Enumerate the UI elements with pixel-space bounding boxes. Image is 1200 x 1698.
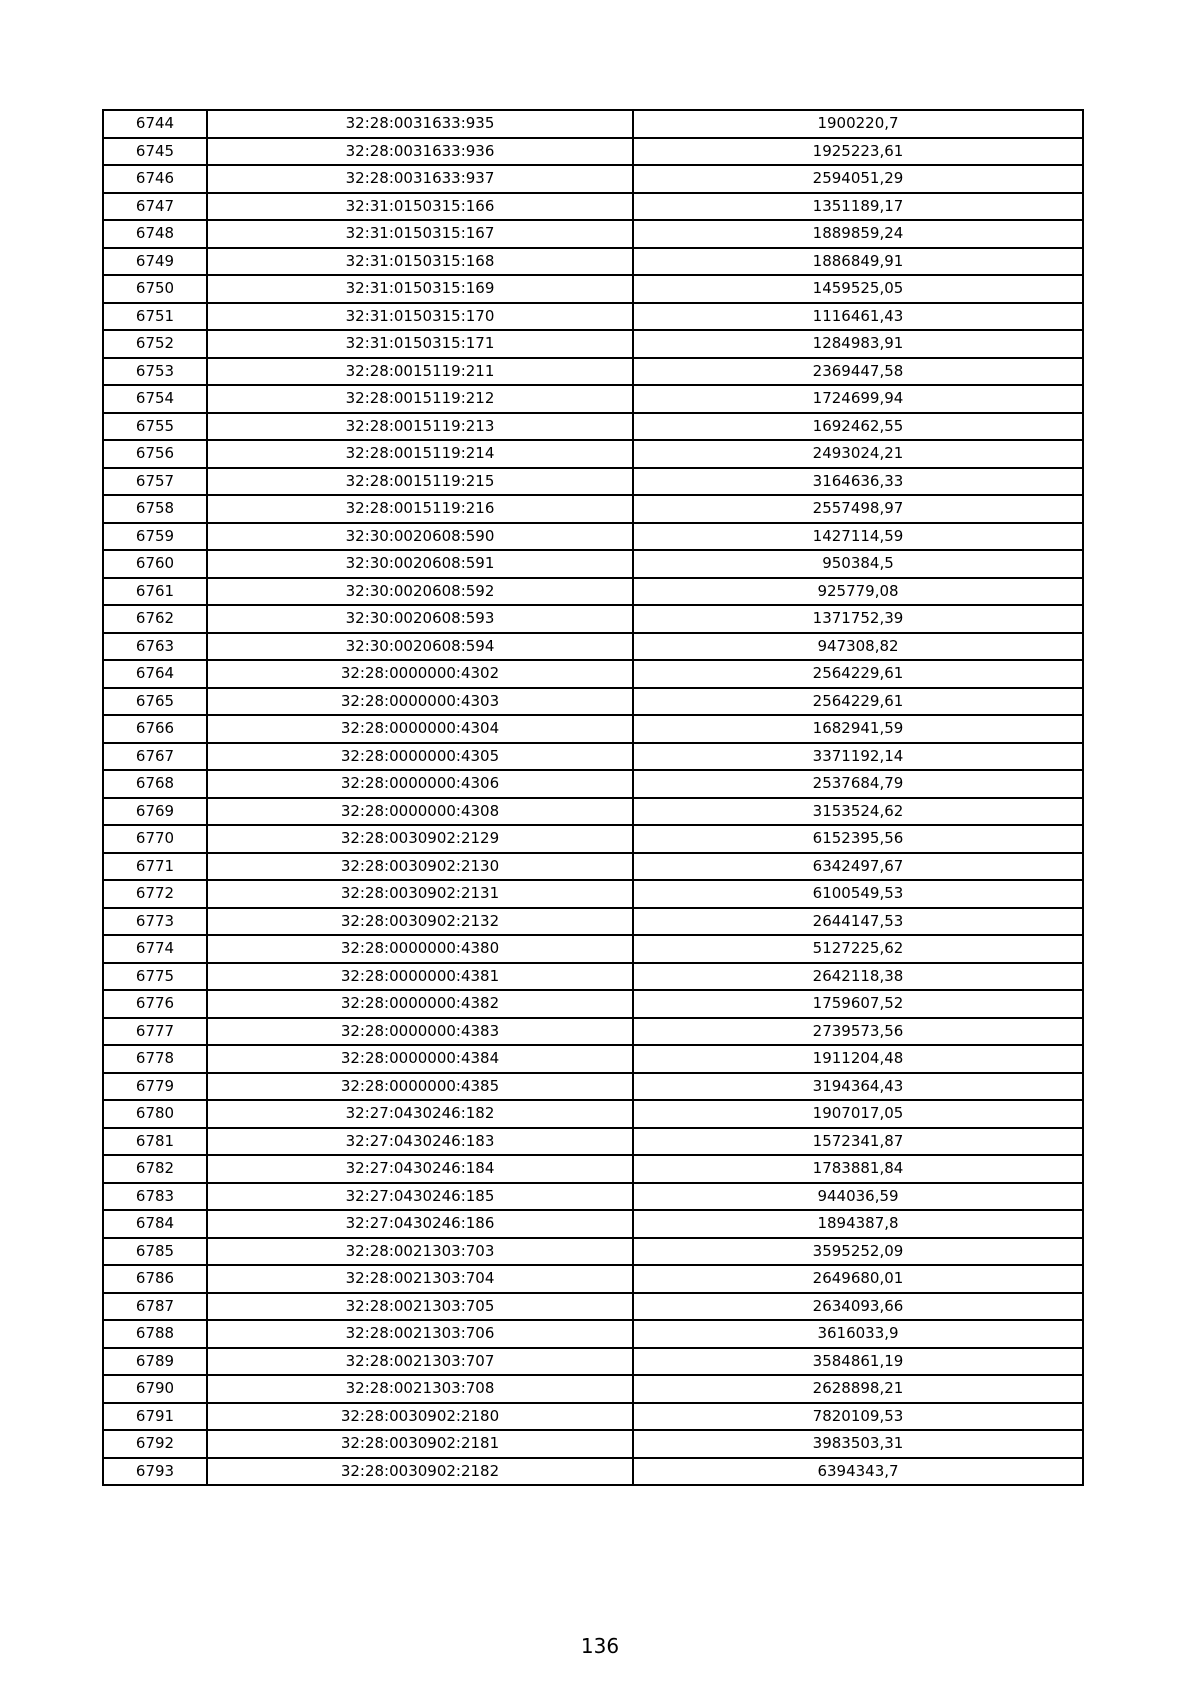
row-number-cell: 6770	[103, 825, 207, 853]
cadastral-number-cell: 32:30:0020608:594	[207, 633, 633, 661]
table-row	[103, 1403, 1083, 1431]
page-number: 136	[580, 1634, 620, 1658]
value-cell: 1889859,24	[633, 220, 1083, 248]
value-cell: 3153524,62	[633, 798, 1083, 826]
cadastral-number-cell: 32:31:0150315:168	[207, 248, 633, 276]
row-number-cell: 6767	[103, 743, 207, 771]
value-cell: 2537684,79	[633, 770, 1083, 798]
table-row	[103, 990, 1083, 1018]
row-number-cell: 6751	[103, 303, 207, 331]
cadastral-number-cell: 32:28:0021303:706	[207, 1320, 633, 1348]
cadastral-number-cell: 32:31:0150315:169	[207, 275, 633, 303]
value-cell: 2628898,21	[633, 1375, 1083, 1403]
row-number-cell: 6749	[103, 248, 207, 276]
table-row	[103, 880, 1083, 908]
cadastral-number-cell: 32:28:0030902:2180	[207, 1403, 633, 1431]
table-row	[103, 1430, 1083, 1458]
row-number-cell: 6752	[103, 330, 207, 358]
table-row	[103, 275, 1083, 303]
value-cell: 1886849,91	[633, 248, 1083, 276]
cadastral-number-cell: 32:30:0020608:593	[207, 605, 633, 633]
table-row	[103, 1458, 1083, 1486]
value-cell: 1427114,59	[633, 523, 1083, 551]
table-body	[103, 110, 1083, 1485]
table-row	[103, 220, 1083, 248]
cadastral-number-cell: 32:28:0030902:2131	[207, 880, 633, 908]
value-cell: 3616033,9	[633, 1320, 1083, 1348]
table-row	[103, 110, 1083, 138]
cadastral-number-cell: 32:28:0000000:4380	[207, 935, 633, 963]
row-number-cell: 6765	[103, 688, 207, 716]
value-cell: 2634093,66	[633, 1293, 1083, 1321]
row-number-cell: 6790	[103, 1375, 207, 1403]
value-cell: 3983503,31	[633, 1430, 1083, 1458]
row-number-cell: 6750	[103, 275, 207, 303]
row-number-cell: 6762	[103, 605, 207, 633]
table-row	[103, 963, 1083, 991]
cadastral-number-cell: 32:28:0015119:213	[207, 413, 633, 441]
value-cell: 950384,5	[633, 550, 1083, 578]
cadastral-number-cell: 32:27:0430246:186	[207, 1210, 633, 1238]
row-number-cell: 6784	[103, 1210, 207, 1238]
cadastral-number-cell: 32:27:0430246:185	[207, 1183, 633, 1211]
value-cell: 2644147,53	[633, 908, 1083, 936]
cadastral-number-cell: 32:28:0000000:4381	[207, 963, 633, 991]
value-cell: 1783881,84	[633, 1155, 1083, 1183]
cadastral-number-cell: 32:28:0015119:212	[207, 385, 633, 413]
cadastral-number-cell: 32:28:0000000:4384	[207, 1045, 633, 1073]
row-number-cell: 6776	[103, 990, 207, 1018]
table-row	[103, 330, 1083, 358]
row-number-cell: 6759	[103, 523, 207, 551]
row-number-cell: 6775	[103, 963, 207, 991]
table-row	[103, 1348, 1083, 1376]
cadastral-number-cell: 32:28:0030902:2182	[207, 1458, 633, 1486]
table-row	[103, 385, 1083, 413]
value-cell: 1911204,48	[633, 1045, 1083, 1073]
row-number-cell: 6760	[103, 550, 207, 578]
cadastral-number-cell: 32:28:0000000:4305	[207, 743, 633, 771]
value-cell: 7820109,53	[633, 1403, 1083, 1431]
value-cell: 2649680,01	[633, 1265, 1083, 1293]
cadastral-number-cell: 32:31:0150315:166	[207, 193, 633, 221]
value-cell: 3595252,09	[633, 1238, 1083, 1266]
table-row	[103, 1100, 1083, 1128]
cadastral-number-cell: 32:27:0430246:184	[207, 1155, 633, 1183]
table-row	[103, 935, 1083, 963]
cadastral-number-cell: 32:31:0150315:170	[207, 303, 633, 331]
value-cell: 1759607,52	[633, 990, 1083, 1018]
cadastral-number-cell: 32:30:0020608:592	[207, 578, 633, 606]
row-number-cell: 6783	[103, 1183, 207, 1211]
value-cell: 2642118,38	[633, 963, 1083, 991]
cadastral-number-cell: 32:28:0030902:2130	[207, 853, 633, 881]
value-cell: 2557498,97	[633, 495, 1083, 523]
value-cell: 2564229,61	[633, 688, 1083, 716]
table-row	[103, 1128, 1083, 1156]
table-row	[103, 138, 1083, 166]
row-number-cell: 6744	[103, 110, 207, 138]
table-row	[103, 825, 1083, 853]
row-number-cell: 6787	[103, 1293, 207, 1321]
value-cell: 1572341,87	[633, 1128, 1083, 1156]
value-cell: 2493024,21	[633, 440, 1083, 468]
cadastral-number-cell: 32:28:0000000:4308	[207, 798, 633, 826]
row-number-cell: 6785	[103, 1238, 207, 1266]
cadastral-number-cell: 32:28:0000000:4302	[207, 660, 633, 688]
cadastral-number-cell: 32:27:0430246:183	[207, 1128, 633, 1156]
table-row	[103, 1073, 1083, 1101]
cadastral-number-cell: 32:28:0021303:703	[207, 1238, 633, 1266]
table-row	[103, 1320, 1083, 1348]
table-row	[103, 633, 1083, 661]
row-number-cell: 6779	[103, 1073, 207, 1101]
table-row	[103, 578, 1083, 606]
row-number-cell: 6791	[103, 1403, 207, 1431]
value-cell: 6152395,56	[633, 825, 1083, 853]
row-number-cell: 6786	[103, 1265, 207, 1293]
table-row	[103, 1293, 1083, 1321]
table-row	[103, 715, 1083, 743]
value-cell: 3194364,43	[633, 1073, 1083, 1101]
cadastral-value-table	[102, 109, 1084, 1486]
table-row	[103, 853, 1083, 881]
cadastral-number-cell: 32:27:0430246:182	[207, 1100, 633, 1128]
cadastral-number-cell: 32:30:0020608:591	[207, 550, 633, 578]
cadastral-number-cell: 32:28:0000000:4304	[207, 715, 633, 743]
table-row	[103, 688, 1083, 716]
table-row	[103, 1238, 1083, 1266]
value-cell: 3164636,33	[633, 468, 1083, 496]
value-cell: 6394343,7	[633, 1458, 1083, 1486]
value-cell: 5127225,62	[633, 935, 1083, 963]
cadastral-number-cell: 32:28:0000000:4306	[207, 770, 633, 798]
row-number-cell: 6793	[103, 1458, 207, 1486]
cadastral-number-cell: 32:30:0020608:590	[207, 523, 633, 551]
cadastral-number-cell: 32:28:0015119:216	[207, 495, 633, 523]
table-row	[103, 1045, 1083, 1073]
table-row	[103, 550, 1083, 578]
value-cell: 1371752,39	[633, 605, 1083, 633]
row-number-cell: 6758	[103, 495, 207, 523]
value-cell: 3584861,19	[633, 1348, 1083, 1376]
table-row	[103, 1265, 1083, 1293]
cadastral-number-cell: 32:28:0021303:705	[207, 1293, 633, 1321]
table-row	[103, 523, 1083, 551]
cadastral-number-cell: 32:28:0021303:704	[207, 1265, 633, 1293]
row-number-cell: 6780	[103, 1100, 207, 1128]
row-number-cell: 6757	[103, 468, 207, 496]
value-cell: 1900220,7	[633, 110, 1083, 138]
value-cell: 2594051,29	[633, 165, 1083, 193]
table-row	[103, 770, 1083, 798]
value-cell: 2739573,56	[633, 1018, 1083, 1046]
table-row	[103, 193, 1083, 221]
cadastral-number-cell: 32:28:0030902:2132	[207, 908, 633, 936]
row-number-cell: 6764	[103, 660, 207, 688]
value-cell: 925779,08	[633, 578, 1083, 606]
value-cell: 2564229,61	[633, 660, 1083, 688]
table-row	[103, 413, 1083, 441]
cadastral-number-cell: 32:28:0000000:4385	[207, 1073, 633, 1101]
row-number-cell: 6788	[103, 1320, 207, 1348]
value-cell: 1894387,8	[633, 1210, 1083, 1238]
value-cell: 1724699,94	[633, 385, 1083, 413]
table-row	[103, 743, 1083, 771]
row-number-cell: 6768	[103, 770, 207, 798]
table-row	[103, 165, 1083, 193]
table-row	[103, 495, 1083, 523]
table-row	[103, 798, 1083, 826]
row-number-cell: 6789	[103, 1348, 207, 1376]
row-number-cell: 6754	[103, 385, 207, 413]
value-cell: 1459525,05	[633, 275, 1083, 303]
value-cell: 947308,82	[633, 633, 1083, 661]
cadastral-number-cell: 32:28:0021303:707	[207, 1348, 633, 1376]
row-number-cell: 6774	[103, 935, 207, 963]
value-cell: 6342497,67	[633, 853, 1083, 881]
table-row	[103, 440, 1083, 468]
row-number-cell: 6792	[103, 1430, 207, 1458]
value-cell: 1351189,17	[633, 193, 1083, 221]
row-number-cell: 6778	[103, 1045, 207, 1073]
cadastral-number-cell: 32:28:0015119:211	[207, 358, 633, 386]
table-row	[103, 1210, 1083, 1238]
value-cell: 1284983,91	[633, 330, 1083, 358]
value-cell: 1692462,55	[633, 413, 1083, 441]
table-row	[103, 605, 1083, 633]
row-number-cell: 6773	[103, 908, 207, 936]
value-cell: 6100549,53	[633, 880, 1083, 908]
table-row	[103, 303, 1083, 331]
cadastral-number-cell: 32:31:0150315:171	[207, 330, 633, 358]
table-row	[103, 908, 1083, 936]
row-number-cell: 6747	[103, 193, 207, 221]
cadastral-number-cell: 32:28:0031633:935	[207, 110, 633, 138]
row-number-cell: 6748	[103, 220, 207, 248]
row-number-cell: 6763	[103, 633, 207, 661]
value-cell: 944036,59	[633, 1183, 1083, 1211]
value-cell: 1925223,61	[633, 138, 1083, 166]
cadastral-number-cell: 32:28:0000000:4382	[207, 990, 633, 1018]
table-row	[103, 1018, 1083, 1046]
table-row	[103, 248, 1083, 276]
cadastral-number-cell: 32:28:0000000:4303	[207, 688, 633, 716]
value-cell: 1907017,05	[633, 1100, 1083, 1128]
value-cell: 1116461,43	[633, 303, 1083, 331]
row-number-cell: 6777	[103, 1018, 207, 1046]
row-number-cell: 6756	[103, 440, 207, 468]
cadastral-number-cell: 32:28:0015119:214	[207, 440, 633, 468]
table-row	[103, 358, 1083, 386]
row-number-cell: 6769	[103, 798, 207, 826]
row-number-cell: 6761	[103, 578, 207, 606]
table-row	[103, 660, 1083, 688]
row-number-cell: 6772	[103, 880, 207, 908]
cadastral-number-cell: 32:28:0031633:936	[207, 138, 633, 166]
value-cell: 2369447,58	[633, 358, 1083, 386]
row-number-cell: 6782	[103, 1155, 207, 1183]
value-cell: 3371192,14	[633, 743, 1083, 771]
cadastral-number-cell: 32:28:0021303:708	[207, 1375, 633, 1403]
table-row	[103, 1375, 1083, 1403]
row-number-cell: 6781	[103, 1128, 207, 1156]
cadastral-number-cell: 32:28:0015119:215	[207, 468, 633, 496]
cadastral-number-cell: 32:31:0150315:167	[207, 220, 633, 248]
row-number-cell: 6745	[103, 138, 207, 166]
table-row	[103, 1155, 1083, 1183]
row-number-cell: 6755	[103, 413, 207, 441]
row-number-cell: 6766	[103, 715, 207, 743]
row-number-cell: 6771	[103, 853, 207, 881]
cadastral-number-cell: 32:28:0000000:4383	[207, 1018, 633, 1046]
row-number-cell: 6753	[103, 358, 207, 386]
table-row	[103, 1183, 1083, 1211]
cadastral-number-cell: 32:28:0031633:937	[207, 165, 633, 193]
cadastral-number-cell: 32:28:0030902:2129	[207, 825, 633, 853]
table-row	[103, 468, 1083, 496]
value-cell: 1682941,59	[633, 715, 1083, 743]
row-number-cell: 6746	[103, 165, 207, 193]
cadastral-number-cell: 32:28:0030902:2181	[207, 1430, 633, 1458]
